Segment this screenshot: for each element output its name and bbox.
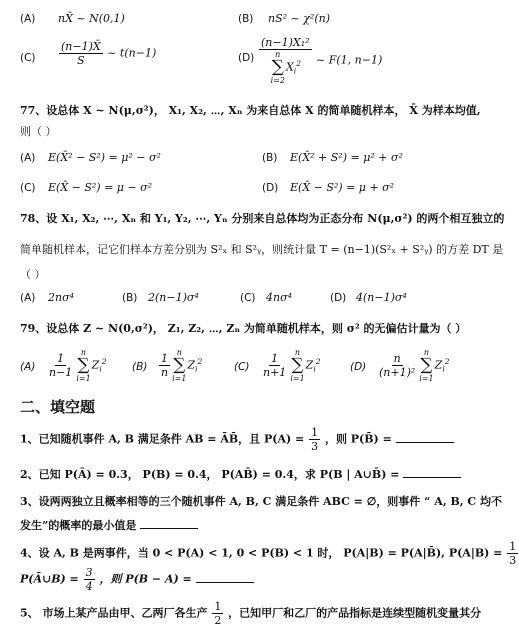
q78-stem-2: 简单随机样本，记它们样本方差分别为 S²ₓ 和 S²ᵧ，则统计量 T = (n−1)(S²ₓ + S²ᵧ) 的方差 DT 是: [20, 243, 504, 256]
fill-4-text-2b: ，则 P(B − A) =: [99, 572, 192, 586]
sum-lower: i=1: [290, 374, 305, 383]
q79-option-label-b: (B): [132, 361, 148, 373]
q78-option-c: 4nσ⁴: [266, 291, 293, 304]
option-c-denominator: S: [77, 54, 85, 67]
q79-b-denominator: n: [161, 366, 169, 379]
fill-4-line-2: [20, 566, 254, 593]
fill-1-tail: ，则 P(B̄) =: [324, 432, 392, 446]
sum-body: Z: [434, 358, 443, 372]
answer-blank-2[interactable]: [403, 466, 461, 478]
fill-3-line-2: [20, 517, 198, 533]
answer-blank-4[interactable]: [196, 571, 254, 583]
fill-5-text-a: 5、 市场上某产品由甲、乙两厂各生产: [20, 606, 208, 620]
q78-option-a: 2nσ⁴: [48, 291, 75, 304]
q79-option-a: $\frac{1}{n-1}$ n ∑ i=1 $Z_i^2$: [49, 348, 107, 383]
q78-option-label-a: (A): [20, 292, 36, 304]
fill-5-frac-den: 2: [214, 614, 222, 627]
fill-4-text-2a: P(Ā∪B) =: [20, 572, 79, 586]
q79-option-label-d: (D): [350, 361, 367, 373]
q79-d-numerator: n: [393, 352, 401, 365]
q78-stem: 78、设 X₁, X₂, ⋯, Xₙ 和 Y₁, Y₂, ⋯, Yₙ 分别来自总体均为正态分布 N(μ,σ²) 的两个相互独立的: [20, 212, 505, 225]
sigma-icon: ∑: [291, 355, 304, 375]
fill-1-frac-den: 3: [311, 440, 319, 453]
option-a-text: nX̄ ~ N(0,1): [58, 12, 125, 25]
option-label-a: (A): [20, 13, 36, 25]
q77-option-a: E(X̄² − S²) = μ² − σ²: [48, 151, 161, 164]
fill-4-line-1: [20, 540, 519, 567]
sigma-icon: ∑: [173, 355, 186, 375]
fill-1-text: 1、已知随机事件 A, B 满足条件 AB = ĀB̄，且 P(A) =: [20, 432, 305, 446]
q79-c-denominator: n+1: [263, 366, 287, 379]
sum-body: Z: [305, 358, 314, 372]
fill-4-frac1-den: 3: [509, 554, 517, 567]
q79-option-d: $\frac{n}{\text{(n+1)²}}$ n ∑ i=1 $Z_i^2$: [379, 348, 450, 383]
answer-blank-1[interactable]: [396, 431, 454, 443]
option-d-denominator: n ∑ i=2 $X_i^2$: [270, 50, 301, 85]
sum-lower: i=2: [270, 76, 285, 85]
q79-options: [20, 346, 460, 386]
q77-option-label-a: (A): [20, 152, 36, 164]
fill-2-text: 2、已知 P(Ā) = 0.3， P(B) = 0.4， P(AB̄) = 0.4，求 P(B | A∪B̄) =: [20, 468, 400, 481]
option-label-b: (B): [238, 13, 254, 25]
option-label-d: (D): [238, 52, 255, 64]
q78-option-d: 4(n−1)σ⁴: [356, 291, 407, 304]
q79-c-numerator: 1: [271, 352, 279, 365]
option-d-numerator: (n−1)X₁²: [261, 36, 310, 49]
fill-3-line-1: [20, 495, 502, 509]
q79-d-denominator: (n+1)²: [379, 366, 416, 379]
fill-5-text-b: ，已知甲厂和乙厂的产品指标是连续型随机变量其分: [228, 606, 482, 620]
q78-option-label-c: (C): [240, 292, 256, 304]
option-c-numerator: (n−1)X̄: [61, 40, 101, 53]
option-b-text: nS² ~ χ²(n): [268, 12, 330, 25]
fill-4-frac2-den: 4: [85, 580, 93, 593]
q78-option-label-d: (D): [330, 292, 347, 304]
q79-option-c: $\frac{1}{n+1}$ n ∑ i=1 $Z_i^2$: [263, 348, 321, 383]
q79-a-numerator: 1: [57, 352, 65, 365]
sum-body: Z: [91, 358, 100, 372]
sum-body: X: [285, 60, 294, 74]
fill-5-frac-num: 1: [214, 600, 222, 613]
q79-a-denominator: n−1: [49, 366, 73, 379]
q79-stem: 79、设总体 Z ~ N(0,σ²)， Z₁, Z₂, ⋯, Zₙ 为简单随机样本，则 σ² 的无偏估计量为（ ）: [20, 322, 467, 335]
q79-option-b: $\frac{1}{n}$ n ∑ i=1 $Z_i^2$: [161, 348, 203, 383]
sigma-icon: ∑: [77, 355, 90, 375]
q78-stem-3: （ ）: [20, 268, 46, 281]
option-d-tail: ~ F(1, n−1): [316, 53, 383, 67]
q77-option-d: E(X̄ − S²) = μ + σ²: [290, 181, 395, 194]
sum-upper: n: [275, 50, 281, 59]
q78-option-label-b: (B): [122, 292, 138, 304]
sum-upper: n: [176, 348, 182, 357]
sum-body: Z: [187, 358, 196, 372]
sum-lower: i=1: [76, 374, 91, 383]
q77-option-b: E(X̄² + S²) = μ² + σ²: [290, 151, 403, 164]
sum-upper: n: [294, 348, 301, 357]
q77-option-label-d: (D): [262, 182, 279, 194]
fill-5: [20, 600, 481, 627]
option-c-tail: ~ t(n−1): [107, 46, 157, 60]
q79-b-numerator: 1: [161, 352, 169, 365]
fill-1-frac-num: 1: [311, 426, 319, 439]
fill-2: [20, 466, 461, 482]
q77-option-label-b: (B): [262, 152, 278, 164]
q77-option-label-c: (C): [20, 182, 36, 194]
sigma-icon: ∑: [420, 355, 433, 375]
fill-4-text-1: 4、设 A, B 是两事件，当 0 < P(A) < 1, 0 < P(B) < 1 时， P(A|B) = P(A|B̄), P(A|B) =: [20, 546, 503, 560]
sum-upper: n: [423, 348, 430, 357]
q77-stem-2: 则（ ）: [20, 125, 57, 138]
sum-lower: i=1: [172, 374, 187, 383]
fill-3-text-2: 发生”的概率的最小值是: [20, 519, 137, 532]
option-c-formula: [58, 40, 156, 67]
fill-3-text-1: 3、设两两独立且概率相等的三个随机事件 A, B, C 满足条件 ABC = ∅，则事件 “ A, B, C 均不: [20, 495, 503, 508]
option-d-formula: [258, 36, 382, 85]
q77-option-c: E(X̄ − S²) = μ − σ²: [48, 181, 153, 194]
fill-4-frac1-num: 1: [509, 540, 517, 553]
q78-option-b: 2(n−1)σ⁴: [148, 291, 199, 304]
sigma-icon: ∑: [271, 57, 284, 77]
sum-lower: i=1: [419, 374, 434, 383]
answer-blank-3[interactable]: [140, 517, 198, 529]
q79-option-label-c: (C): [234, 361, 250, 373]
q77-stem: 77、设总体 X ~ N(μ,σ²)， X₁, X₂, ⋯, Xₙ 为来自总体 X 的简单随机样本， X̄ 为样本均值,: [20, 104, 481, 117]
sum-upper: n: [80, 348, 87, 357]
option-label-c: (C): [20, 52, 36, 64]
fill-1: [20, 426, 454, 453]
section-title: 二、填空题: [20, 398, 96, 416]
q79-option-label-a: (A): [20, 361, 36, 373]
fill-4-frac2-num: 3: [85, 566, 93, 579]
